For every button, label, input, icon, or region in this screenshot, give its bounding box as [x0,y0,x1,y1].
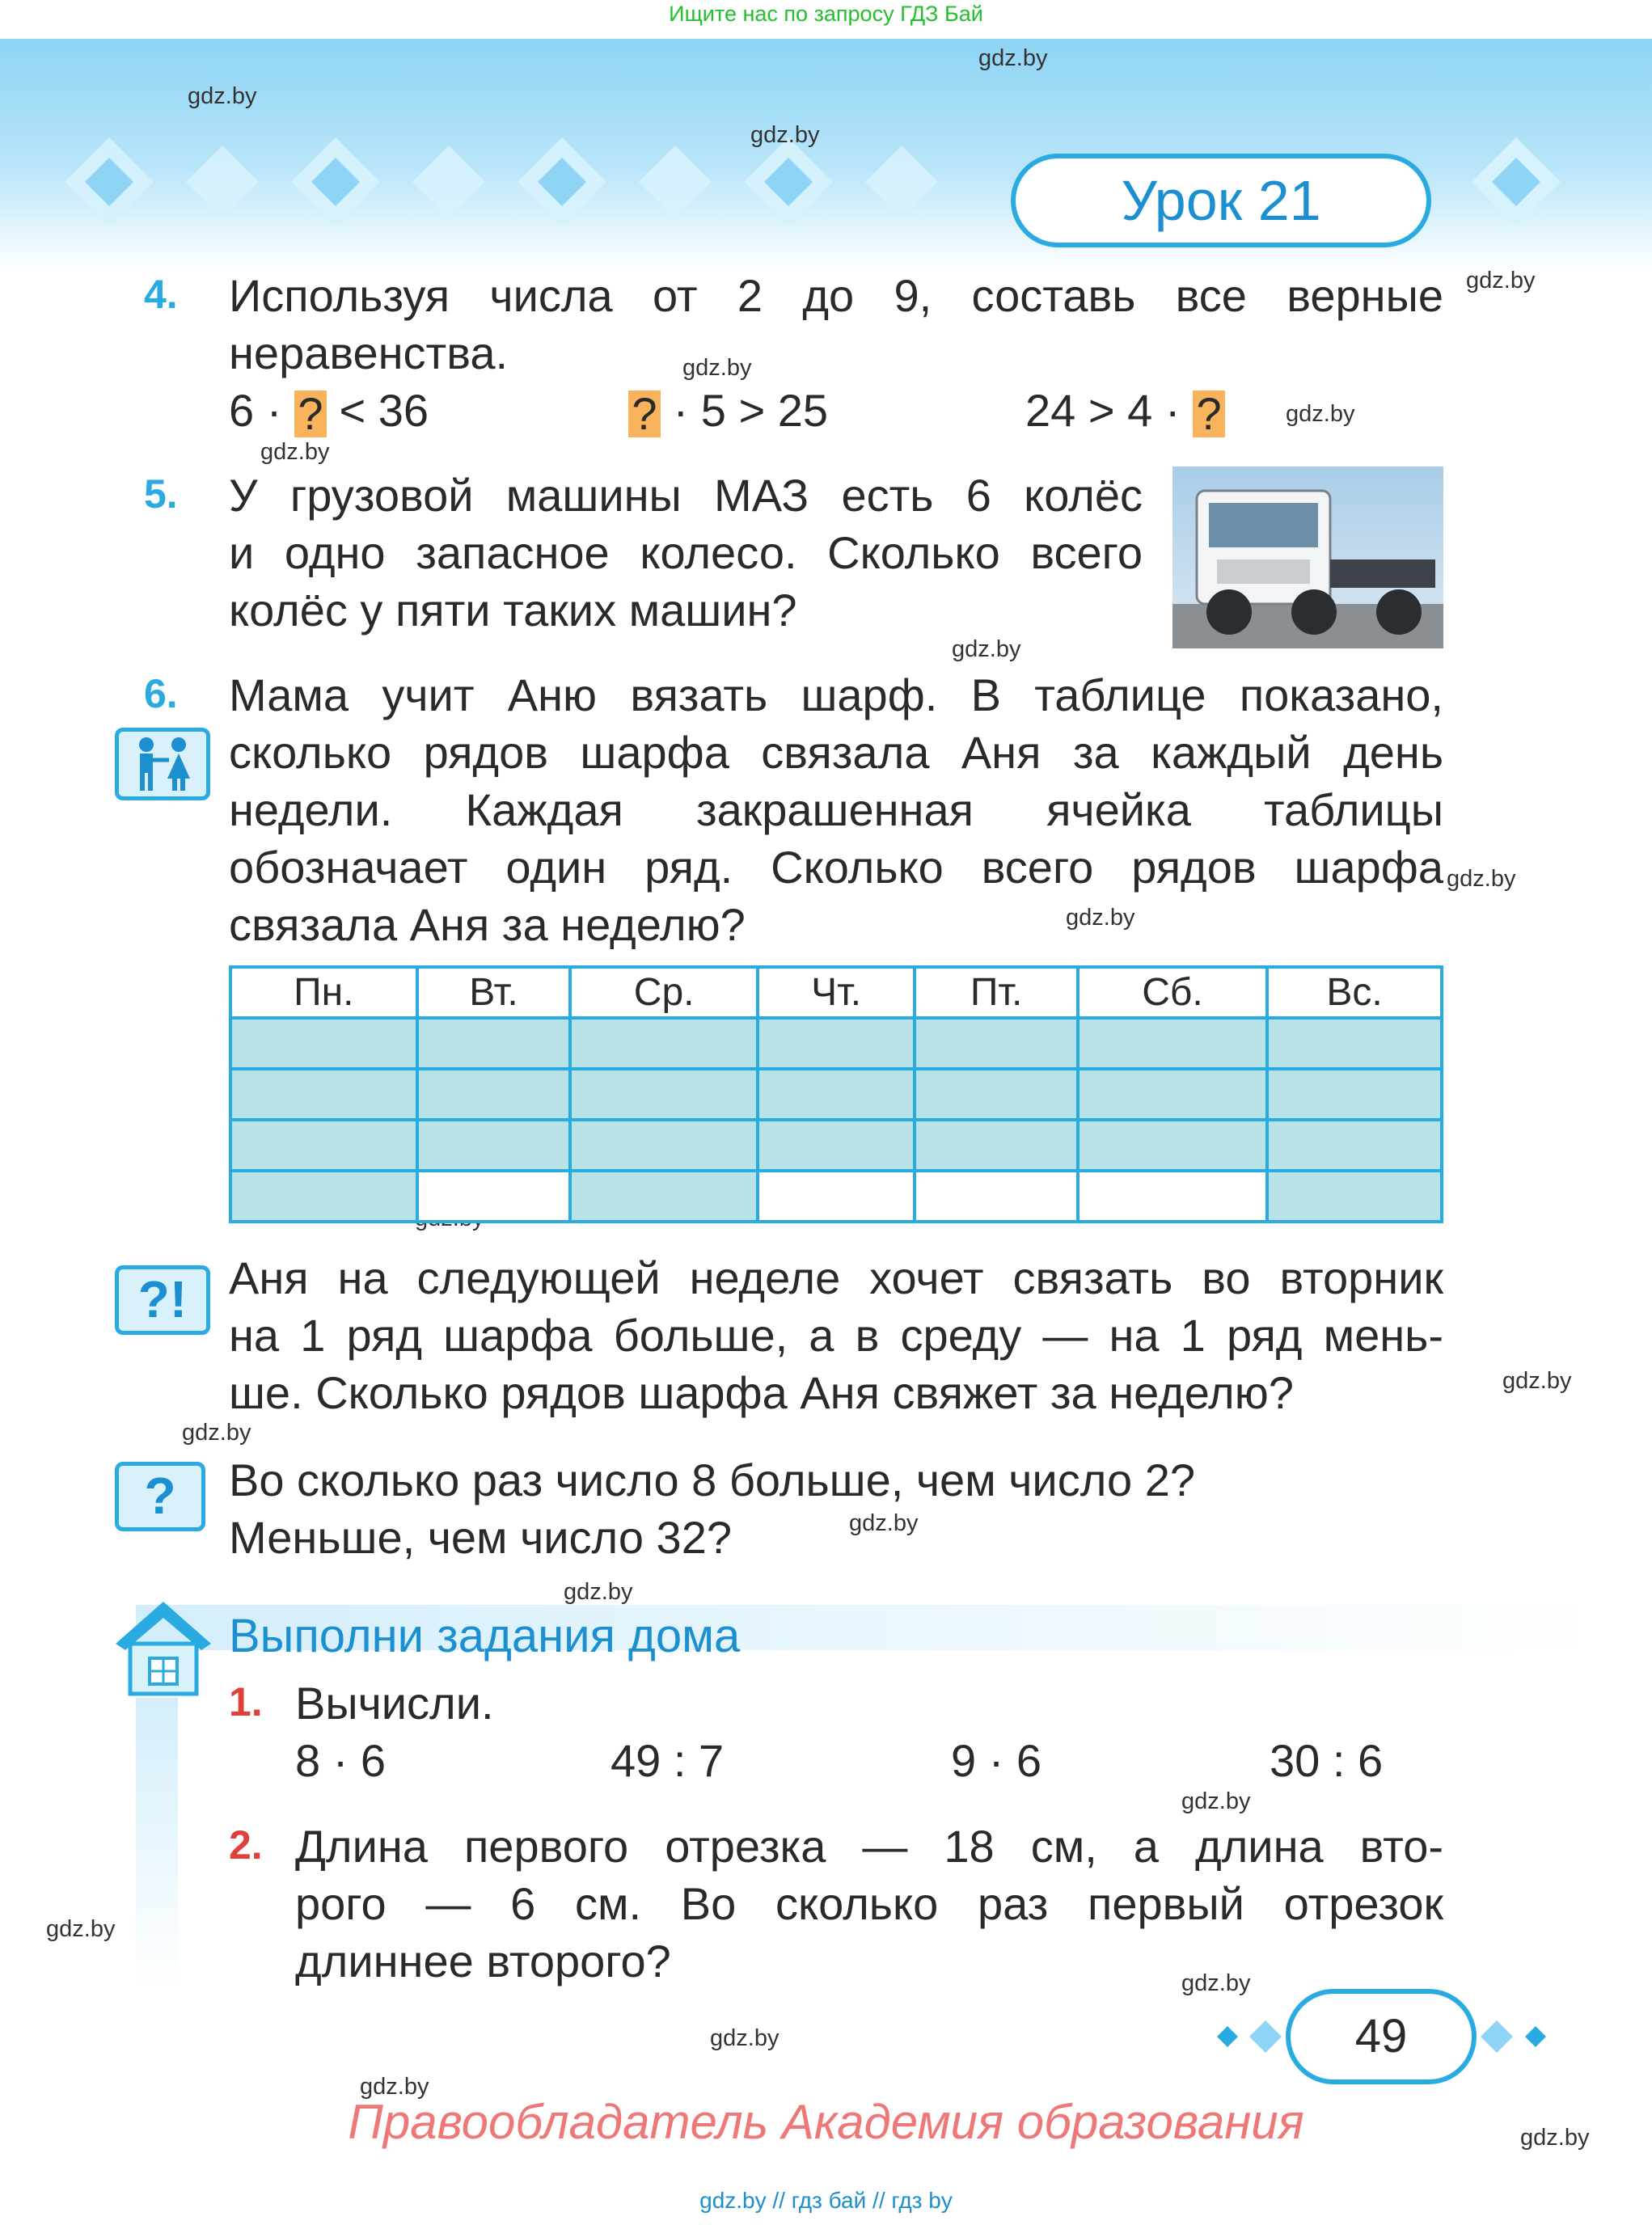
watermark: gdz.by [750,122,820,148]
lesson-title: Урок 21 [1011,154,1431,247]
ornament-left-icon [65,137,978,226]
task-text: ше. Сколько рядов шарфа Аня свяжет за неделю? [229,1367,1294,1418]
watermark: gdz.by [182,1420,251,1446]
filled-cell [758,1120,915,1171]
inequality-1 [229,382,429,439]
watermark: gdz.by [1520,2125,1590,2151]
task-text: У грузовой машины МАЗ есть 6 колёс [229,470,1143,521]
unknown-placeholder[interactable]: ? [628,391,661,437]
homework-task-number: 1. [229,1679,263,1725]
expression: 9 · 6 [951,1735,1042,1786]
task-number: 4. [144,272,178,317]
filled-cell [570,1069,758,1120]
day-header: Вт. [417,967,571,1018]
day-header: Пн. [230,967,417,1018]
task-text: колёс у пяти таких машин? [229,585,797,635]
ornament-right-icon [1464,137,1569,226]
watermark: gdz.by [952,636,1021,662]
maz-truck-image [1172,467,1443,648]
expression-part: 24 > 4 · [1025,385,1194,436]
task-text: Вычисли. [295,1678,494,1729]
watermark: gdz.by [1181,1970,1251,1996]
puzzle-question-icon: ?! [115,1265,210,1335]
watermark: gdz.by [1447,866,1516,892]
task-text: и одно запасное колесо. Сколько всего [229,527,1143,578]
knitting-table [229,965,1443,1223]
filled-cell [915,1018,1078,1069]
filled-cell [1078,1069,1267,1120]
filled-cell [570,1120,758,1171]
homework-task-number: 2. [229,1822,263,1868]
inequality-2 [628,382,828,439]
watermark: gdz.by [564,1579,633,1605]
task-text: Меньше, чем число 32? [229,1512,732,1563]
unknown-placeholder[interactable]: ? [1193,391,1225,437]
filled-cell [915,1069,1078,1120]
day-header: Чт. [758,967,915,1018]
filled-cell [417,1120,571,1171]
watermark: gdz.by [260,439,330,465]
empty-cell [417,1171,571,1222]
expression-part: 6 · [229,385,294,436]
expression: 49 : 7 [611,1735,725,1786]
task-number: 6. [144,671,178,716]
filled-cell [230,1018,417,1069]
task-text: на 1 ряд шарфа больше, а в среду — на 1 ряд мень- [229,1310,1443,1361]
page-number: 49 [1286,1989,1477,2084]
watermark: gdz.by [710,2025,780,2051]
empty-cell [758,1171,915,1222]
expression: 30 : 6 [1270,1735,1384,1786]
watermark: gdz.by [682,355,752,381]
footer-links[interactable]: gdz.by // гдз бай // гдз by [699,2188,953,2213]
filled-cell [1267,1120,1442,1171]
day-header: Пт. [915,967,1078,1018]
watermark: gdz.by [978,45,1048,71]
filled-cell [570,1018,758,1069]
watermark: gdz.by [46,1916,116,1942]
expression: 8 · 6 [295,1735,387,1786]
filled-cell [1267,1018,1442,1069]
filled-cell [1078,1018,1267,1069]
day-header: Сб. [1078,967,1267,1018]
filled-cell [417,1069,571,1120]
watermark: gdz.by [1286,401,1355,427]
task-text: связала Аня за неделю? [229,899,746,950]
watermark: gdz.by [360,2074,429,2100]
task-text: Используя числа от 2 до 9, составь все верные [229,270,1443,321]
unknown-placeholder[interactable]: ? [294,391,327,437]
task-number: 5. [144,471,178,517]
expression-part: < 36 [326,385,429,436]
filled-cell [417,1018,571,1069]
homework-title: Выполни задания дома [229,1610,741,1662]
filled-cell [1267,1171,1442,1222]
filled-cell [1267,1069,1442,1120]
task-text: Мама учит Аню вязать шарф. В таблице показано, [229,669,1443,720]
filled-cell [758,1069,915,1120]
task-text: обозначает один ряд. Сколько всего рядов шарфа [229,842,1443,893]
day-header: Вс. [1267,967,1442,1018]
watermark: gdz.by [1466,268,1536,293]
filled-cell [230,1069,417,1120]
watermark: gdz.by [188,83,257,109]
pair-work-icon [115,728,210,800]
ornament-left-icon [1205,2008,1286,2065]
copyright-notice: Правообладатель Академия образования [348,2095,1304,2149]
watermark: gdz.by [1502,1368,1572,1394]
filled-cell [230,1171,417,1222]
inequality-3 [1025,382,1225,439]
task-text: Аня на следующей неделе хочет связать во вторник [229,1252,1443,1303]
filled-cell [915,1120,1078,1171]
empty-cell [915,1171,1078,1222]
ornament-right-icon [1477,2008,1557,2065]
question-icon: ? [115,1462,205,1531]
watermark: gdz.by [1066,905,1135,931]
watermark: gdz.by [849,1510,919,1536]
task-text: сколько рядов шарфа связала Аня за каждый день [229,727,1443,778]
filled-cell [570,1171,758,1222]
filled-cell [230,1120,417,1171]
top-search-link[interactable]: Ищите нас по запросу ГДЗ Бай [669,2,983,26]
task-text: Длина первого отрезка — 18 см, а длина вто- [295,1821,1443,1872]
filled-cell [758,1018,915,1069]
task-text: неравенства. [229,327,509,378]
task-text: недели. Каждая закрашенная ячейка таблицы [229,784,1443,835]
homework-side-bar [136,1698,178,1989]
house-icon [111,1597,216,1702]
day-header: Ср. [570,967,758,1018]
task-text: длиннее второго? [295,1936,671,1986]
filled-cell [1078,1120,1267,1171]
expression-part: · 5 > 25 [661,385,829,436]
task-text: Во сколько раз число 8 больше, чем число 2? [229,1454,1196,1505]
watermark: gdz.by [1181,1788,1251,1814]
task-text: рого — 6 см. Во сколько раз первый отрезок [295,1878,1443,1929]
empty-cell [1078,1171,1267,1222]
